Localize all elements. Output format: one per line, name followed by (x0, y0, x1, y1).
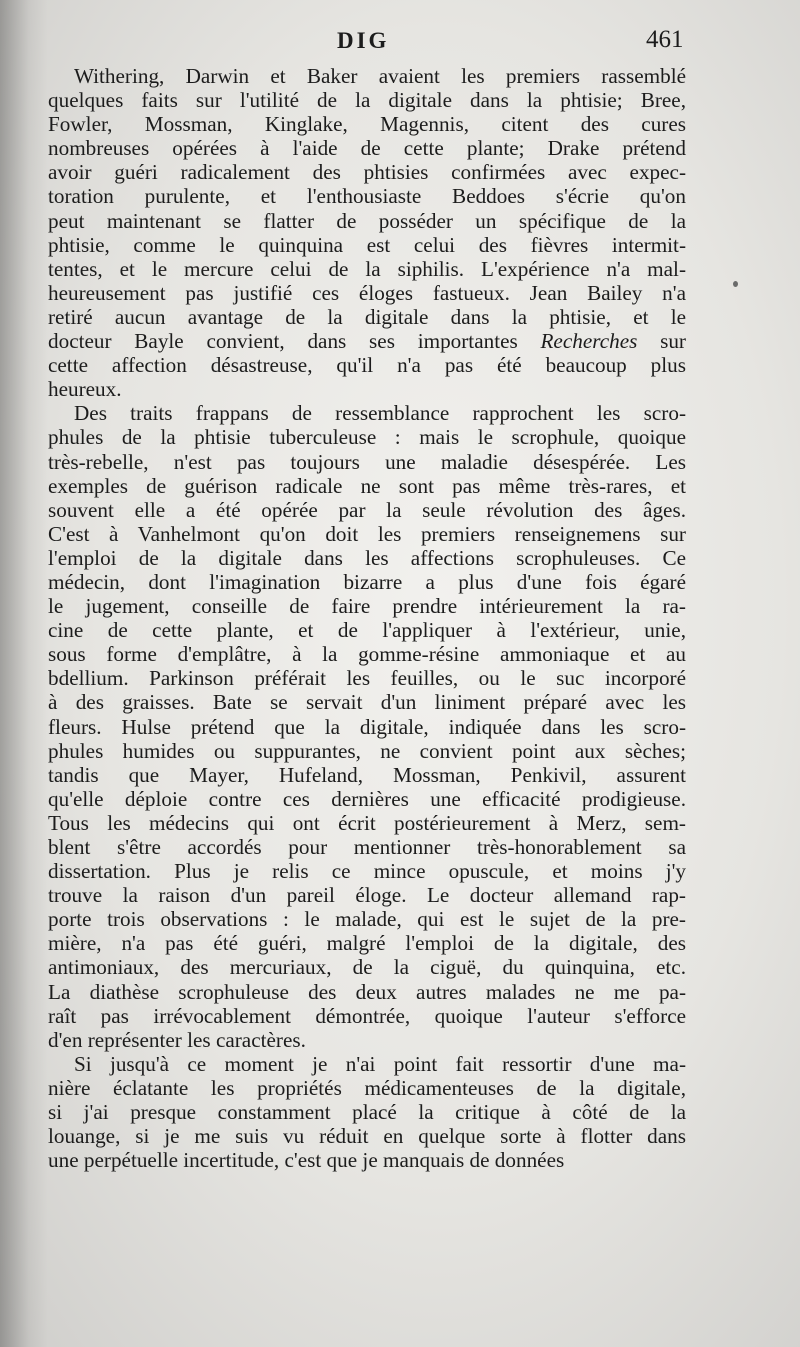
text-line: exemples de guérison radicale ne sont pas même très-rares, et (48, 473, 686, 498)
text-line: raît pas irrévocablement démontrée, quoique l'auteur s'efforce (48, 1003, 686, 1028)
text-line: nombreuses opérées à l'aide de cette plante; Drake prétend (48, 136, 686, 161)
text-line: très-rebelle, n'est pas toujours une maladie désespérée. Les (48, 449, 686, 474)
italic-term: Recherches (540, 329, 638, 354)
text-line: Withering, Darwin et Baker avaient les premiers rassemblé (74, 64, 686, 88)
text-line: bdellium. Parkinson préférait les feuilles, ou le suc incorporé (48, 666, 686, 691)
text-line: si j'ai presque constamment placé la critique à côté de la (48, 1100, 686, 1125)
text-line: heureusement pas justifié ces éloges fastueux. Jean Bailey n'a (48, 280, 686, 305)
text-line: louange, si je me suis vu réduit en quelque sorte à flotter dans (48, 1124, 686, 1149)
text-line: trouve la raison d'un pareil éloge. Le docteur allemand rap- (48, 883, 686, 908)
text-line: souvent elle a été opérée par la seule révolution des âges. (48, 497, 686, 522)
text-line: peut maintenant se flatter de posséder un spécifique de la (48, 208, 686, 233)
text-line: tentes, et le mercure celui de la siphilis. L'expérience n'a mal- (48, 256, 686, 281)
text-line: dissertation. Plus je relis ce mince opuscule, et moins j'y (48, 859, 686, 884)
paragraph (48, 64, 686, 401)
paragraph (48, 401, 686, 1052)
running-head: DIG (337, 28, 390, 53)
text-line: une perpétuelle incertitude, c'est que je manquais de données (48, 1148, 565, 1173)
text-line: nière éclatante les propriétés médicamenteuses de la digitale, (48, 1075, 686, 1100)
text-line: cine de cette plante, et de l'appliquer à l'extérieur, unie, (48, 618, 686, 643)
text-line: Des traits frappans de ressemblance rapprochent les scro- (74, 401, 686, 426)
page-header (0, 26, 800, 66)
text-line: Si jusqu'à ce moment je n'ai point fait ressortir d'une ma- (74, 1051, 686, 1076)
page-number: 461 (646, 26, 684, 53)
text-line: phules humides ou suppurantes, ne convient point aux sèches; (48, 738, 686, 763)
text-line: La diathèse scrophuleuse des deux autres malades ne me pa- (48, 979, 686, 1004)
ink-speck (733, 281, 738, 287)
paragraph (48, 1052, 686, 1172)
text-line: toration purulente, et l'enthousiaste Beddoes s'écrie qu'on (48, 184, 686, 209)
text-line: mière, n'a pas été guéri, malgré l'emploi de la digitale, des (48, 931, 686, 956)
text-line: porte trois observations : le malade, qui est le sujet de la pre- (48, 907, 686, 932)
body-text (48, 64, 686, 1172)
text-line: médecin, dont l'imagination bizarre a plus d'une fois égaré (48, 569, 686, 594)
text-line: avoir guéri radicalement des phtisies confirmées avec expec- (48, 160, 686, 185)
text-line: fleurs. Hulse prétend que la digitale, indiquée dans les scro- (48, 714, 686, 739)
text-line: docteur Bayle convient, dans ses importantes Recherches sur (48, 329, 686, 354)
text-line: C'est à Vanhelmont qu'on doit les premiers renseignemens sur (48, 521, 686, 546)
text-line: antimoniaux, des mercuriaux, de la ciguë, du quinquina, etc. (48, 955, 686, 980)
text-line: retiré aucun avantage de la digitale dans la phtisie, et le (48, 304, 686, 329)
text-line: quelques faits sur l'utilité de la digitale dans la phtisie; Bree, (48, 88, 686, 113)
text-line: blent s'être accordés pour mentionner très-honorablement sa (48, 835, 686, 859)
text-line: sous forme d'emplâtre, à la gomme-résine ammoniaque et au (48, 642, 686, 667)
text-line: Fowler, Mossman, Kinglake, Magennis, citent des cures (48, 112, 686, 137)
text-line: cette affection désastreuse, qu'il n'a pas été beaucoup plus (48, 353, 686, 378)
text-line: l'emploi de la digitale dans les affections scrophuleuses. Ce (48, 545, 686, 570)
text-line: phules de la phtisie tuberculeuse : mais le scrophule, quoique (48, 425, 686, 450)
text-line: Tous les médecins qui ont écrit postérieurement à Merz, sem- (48, 810, 686, 835)
text-line: qu'elle déploie contre ces dernières une efficacité prodigieuse. (48, 786, 686, 811)
text-line: heureux. (48, 377, 122, 402)
text-line: à des graisses. Bate se servait d'un liniment préparé avec les (48, 690, 686, 715)
text-line: le jugement, conseille de faire prendre intérieurement la ra- (48, 594, 686, 619)
text-line: tandis que Mayer, Hufeland, Mossman, Penkivil, assurent (48, 762, 686, 787)
text-line: phtisie, comme le quinquina est celui des fièvres intermit- (48, 232, 686, 257)
text-line: d'en représenter les caractères. (48, 1027, 306, 1052)
